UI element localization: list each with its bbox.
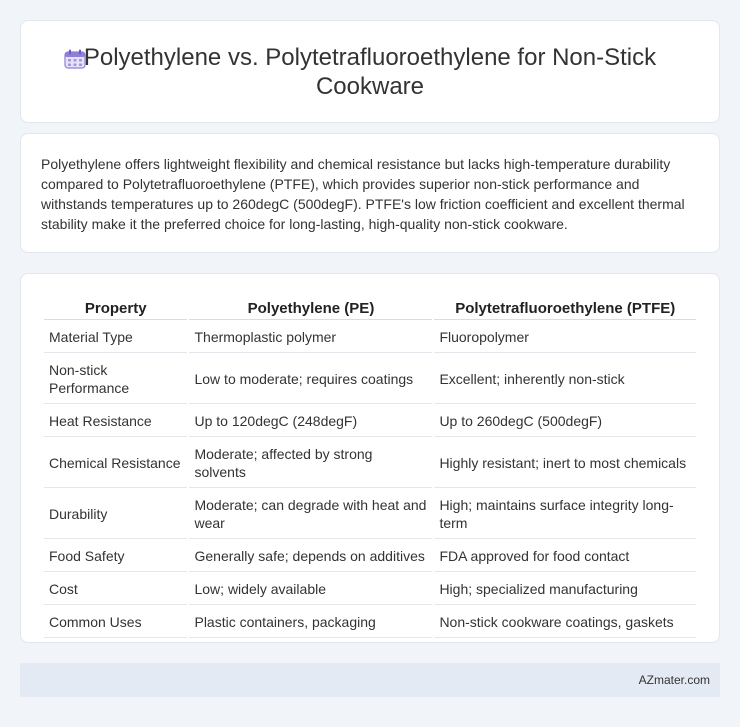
- row-pe-value: Generally safe; depends on additives: [189, 541, 432, 572]
- table-row: [44, 574, 696, 605]
- row-pe-value: Low; widely available: [189, 574, 432, 605]
- row-pe-value: Thermoplastic polymer: [189, 322, 432, 353]
- intro-paragraph: Polyethylene offers lightweight flexibility and chemical resistance but lacks high-temperature durability compared to Polytetrafluoroethylene (PTFE), which provides superior non-stick performance and withstands temperatures up to 260degC (500degF). PTFE's low friction coefficient and excellent thermal stability make it the preferred choice for long-lasting, high-quality non-stick cookware.: [41, 156, 685, 232]
- row-ptfe-value: Up to 260degC (500degF): [434, 406, 696, 437]
- table-header-row: [44, 296, 696, 320]
- footer-bar: [20, 663, 720, 697]
- row-pe-value: Moderate; affected by strong solvents: [189, 439, 432, 488]
- row-property: Cost: [44, 574, 187, 605]
- table-row: [44, 607, 696, 638]
- row-property: Chemical Resistance: [44, 439, 187, 488]
- row-property: Material Type: [44, 322, 187, 353]
- table-row: [44, 490, 696, 539]
- row-ptfe-value: Excellent; inherently non-stick: [434, 355, 696, 404]
- table-row: [44, 541, 696, 572]
- row-ptfe-value: High; specialized manufacturing: [434, 574, 696, 605]
- table-row: [44, 439, 696, 488]
- row-ptfe-value: FDA approved for food contact: [434, 541, 696, 572]
- row-property: Food Safety: [44, 541, 187, 572]
- comparison-table: [42, 294, 698, 640]
- table-row: [44, 355, 696, 404]
- intro-card: [20, 133, 720, 253]
- table-row: [44, 322, 696, 353]
- row-property: Non-stick Performance: [44, 355, 187, 404]
- row-ptfe-value: High; maintains surface integrity long-term: [434, 490, 696, 539]
- row-property: Durability: [44, 490, 187, 539]
- row-ptfe-value: Highly resistant; inert to most chemicals: [434, 439, 696, 488]
- row-pe-value: Plastic containers, packaging: [189, 607, 432, 638]
- row-pe-value: Up to 120degC (248degF): [189, 406, 432, 437]
- comparison-card: [20, 273, 720, 643]
- header-polyethylene: Polyethylene (PE): [189, 296, 432, 320]
- title-card: [20, 20, 720, 123]
- header-ptfe: Polytetrafluoroethylene (PTFE): [434, 296, 696, 320]
- page-title: Polyethylene vs. Polytetrafluoroethylene for Non-Stick Cookware: [83, 44, 657, 100]
- row-property: Heat Resistance: [44, 406, 187, 437]
- row-property: Common Uses: [44, 607, 187, 638]
- row-pe-value: Low to moderate; requires coatings: [189, 355, 432, 404]
- row-ptfe-value: Fluoropolymer: [434, 322, 696, 353]
- footer-brand-link[interactable]: AZmater.com: [638, 673, 710, 687]
- row-ptfe-value: Non-stick cookware coatings, gaskets: [434, 607, 696, 638]
- row-pe-value: Moderate; can degrade with heat and wear: [189, 490, 432, 539]
- table-row: [44, 406, 696, 437]
- header-property: Property: [44, 296, 187, 320]
